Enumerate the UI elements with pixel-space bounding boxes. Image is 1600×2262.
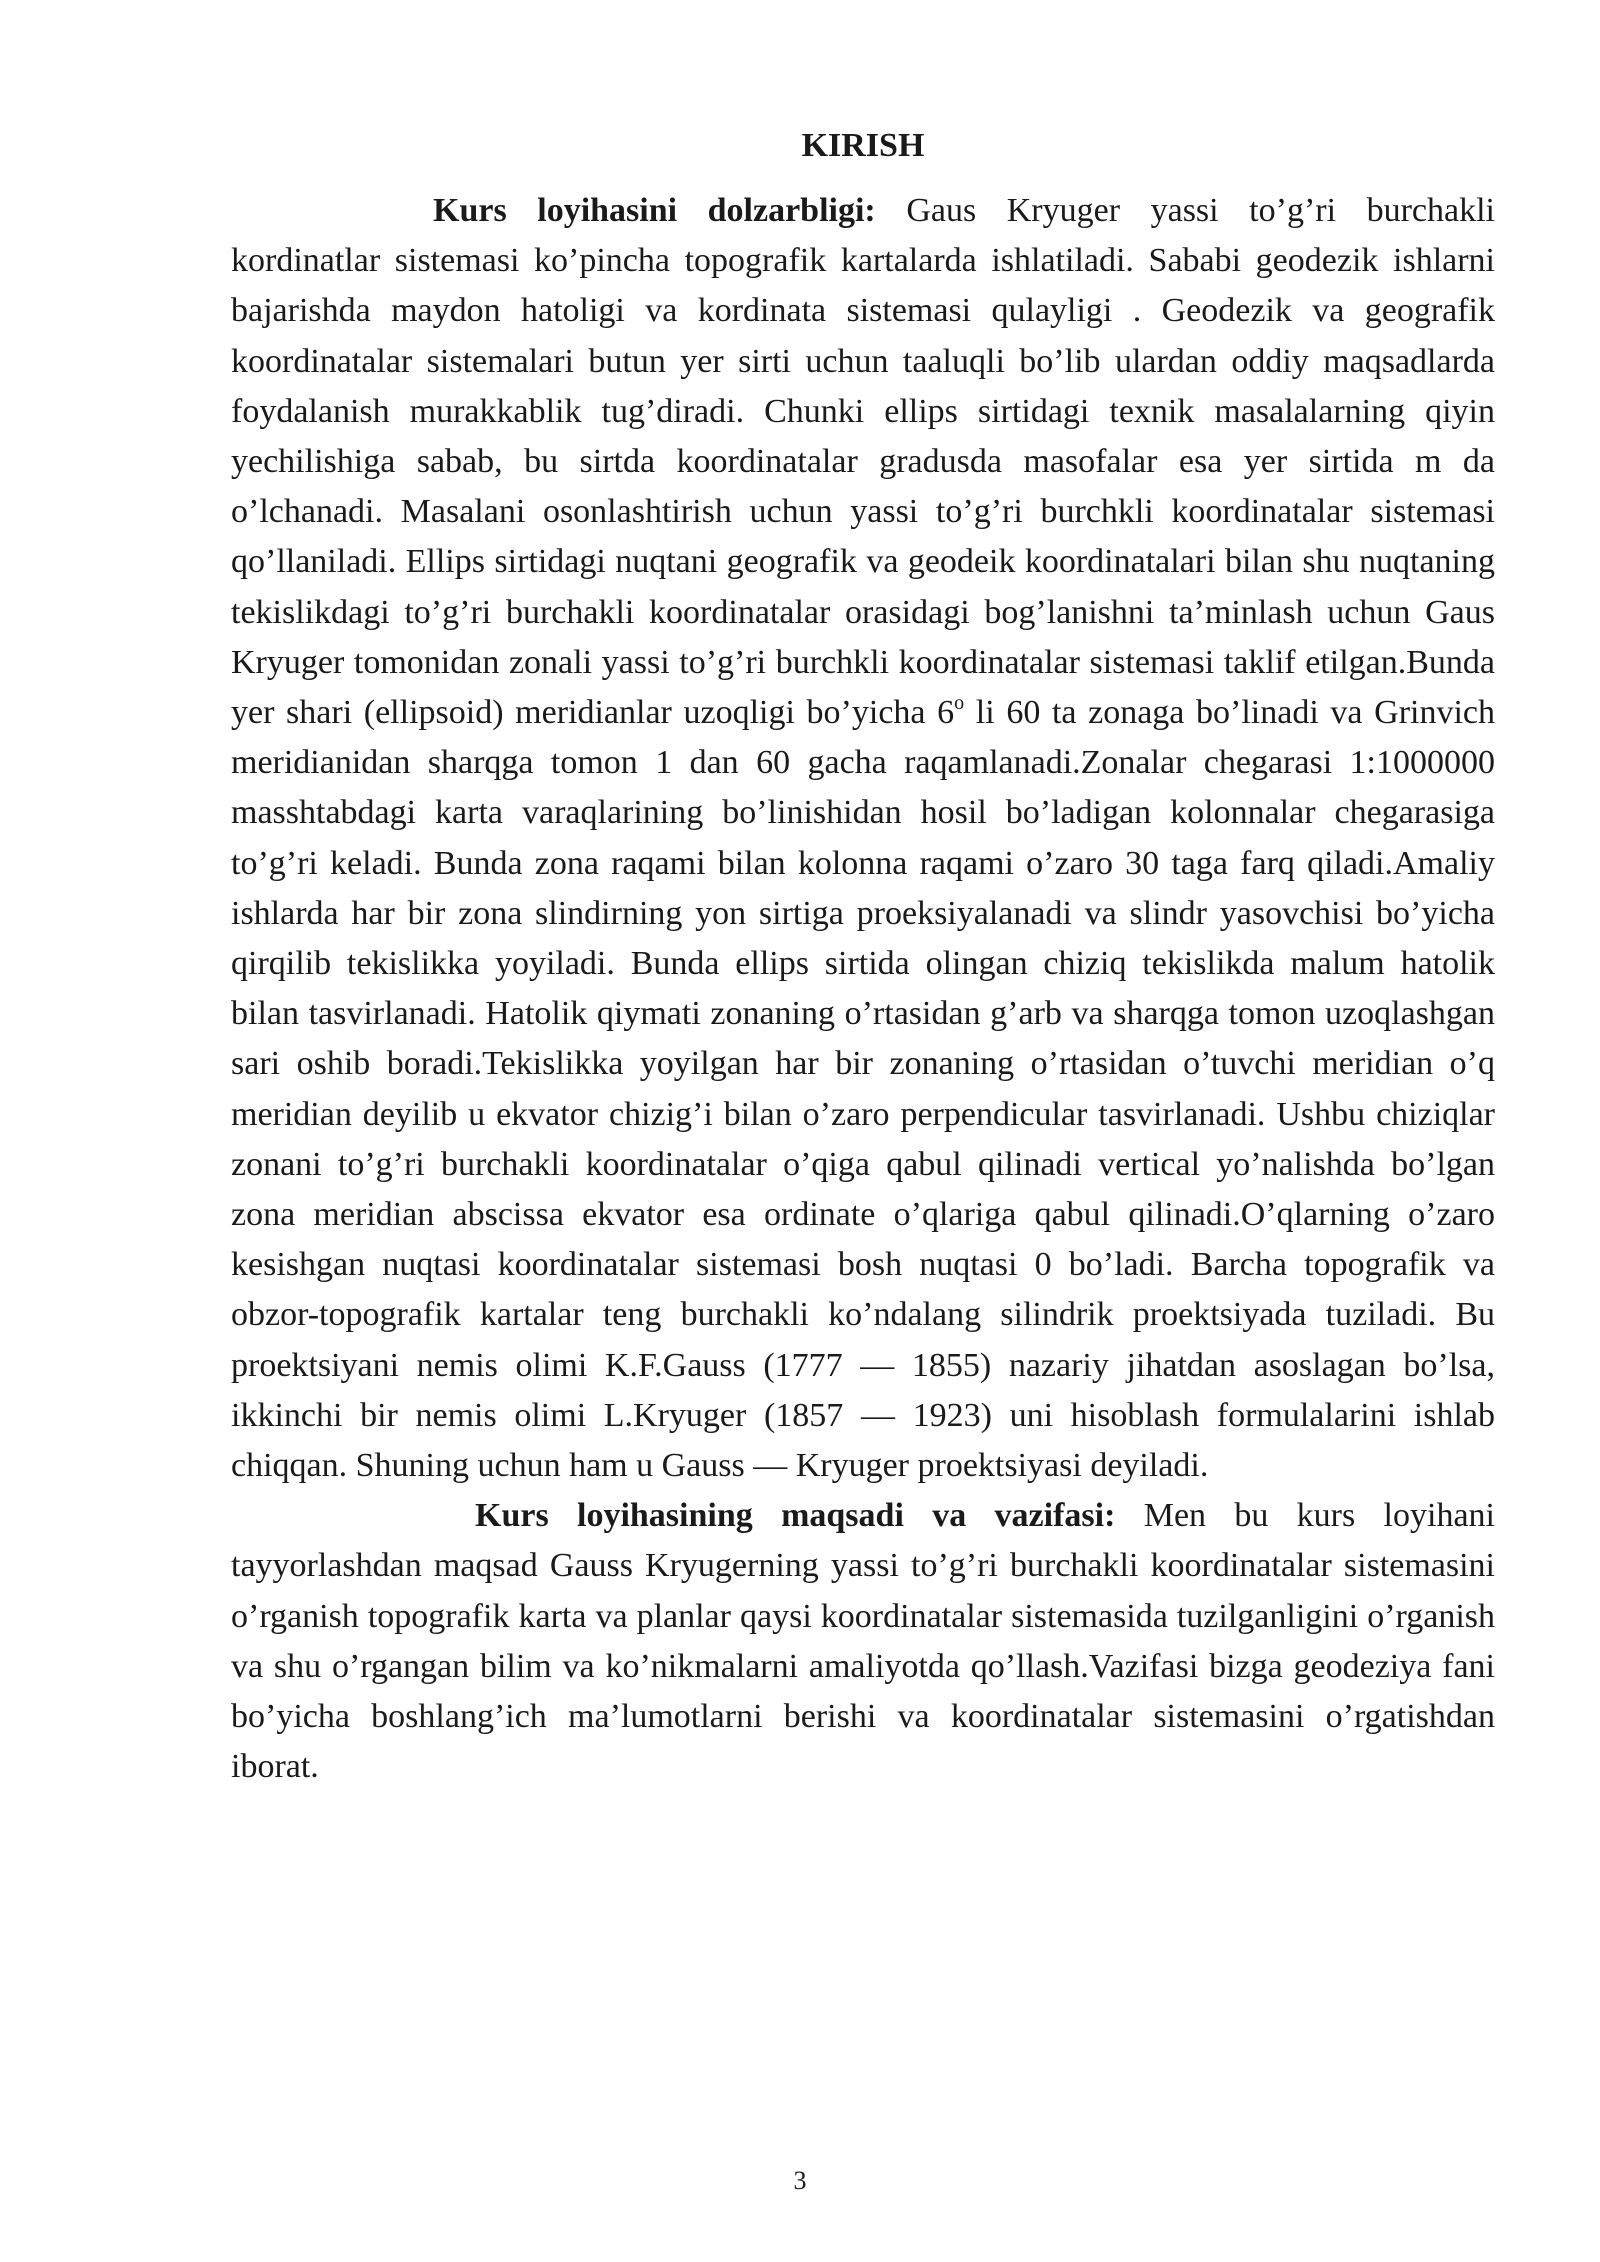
goals-lead: Kurs loyihasining maqsadi va vazifasi: <box>475 1497 1116 1535</box>
relevance-text-part2: li 60 ta zonaga bo’linadi va Grinvich meridianidan sharqga tomon 1 dan 60 gacha raqamlanadi.Zonalar chegarasi 1:1000000 masshtabdagi karta varaqlarining bo’linishidan hosil bo’ladigan kolonnalar chegarasiga to’g’ri keladi. Bunda zona raqami bilan kolonna raqami o’zaro 30 taga farq qiladi.Amaliy ishlarda har bir zona slindirning yon sirtiga proeksiyalanadi va slindr yasovchisi bo’yicha qirqilib tekislikka yoyiladi. Bunda ellips sirtida olingan chiziq tekislikda malum hatolik bilan tasvirlanadi. Hatolik qiymati zonaning o’rtasidan g’arb va sharqga tomon uzoqlashgan sari oshib boradi.Tekislikka yoyilgan har bir zonaning o’rtasidan o’tuvchi meridian o’q meridian deyilib u ekvator chizig’i bilan o’zaro perpendicular tasvirlanadi. Ushbu chiziqlar zonani to’g’ri burchakli koordinatalar o’qiga qabul qilinadi vertical yo’nalishda bo’lgan zona meridian abscissa ekvator esa ordinate o’qlariga qabul qilinadi.O’qlarning o’zaro kesishgan nuqtasi koordinatalar sistemasi bosh nuqtasi 0 bo’ladi. Barcha topografik va obzor-topografik kartalar teng burchakli ko’ndalang silindrik proektsiyada tuziladi. Bu proektsiyani nemis olimi K.F.Gauss (1777 — 1855) nazariy jihatdan asoslagan bo’lsa, ikkinchi bir nemis olimi L.Kryuger (1857 — 1923) uni hisoblash formulalarini ishlab chiqqan. Shuning uchun ham u Gauss — Kryuger proektsiyasi deyiladi. <box>231 694 1496 1485</box>
goals-text: Men bu kurs loyihani tayyorlashdan maqsad Gauss Kryugerning yassi to’g’ri burchakli koordinatalar sistemasini o’rganish topografik karta va planlar qaysi koordinatalar sistemasida tuzilganligini o’rganish va shu o’rgangan bilim va ko’nikmalarni amaliyotda qo’llash.Vazifasi bizga geodeziya fani bo’yicha boshlang’ich ma’lumotlarni berishi va koordinatalar sistemasini o’rgatishdan iborat. <box>231 1497 1495 1786</box>
paragraph-goals <box>231 1491 1495 1792</box>
page-heading: KIRISH <box>801 127 925 164</box>
document-page <box>231 124 1495 1793</box>
relevance-text-part1: Gaus Kryuger yassi to’g’ri burchakli kordinatlar sistemasi ko’pincha topografik kartalarda ishlatiladi. Sababi geodezik ishlarni bajarishda maydon hatoligi va kordinata sistemasi qulayligi . Geodezik va geografik koordinatalar sistemalari butun yer sirti uchun taaluqli bo’lib ulardan oddiy maqsadlarda foydalanish murakkablik tug’diradi. Chunki ellips sirtidagi texnik masalalarning qiyin yechilishiga sabab, bu sirtda koordinatalar gradusda masofalar esa yer sirtida m da o’lchanadi. Masalani osonlashtirish uchun yassi to’g’ri burchkli koordinatalar sistemasi qo’llaniladi. Ellips sirtidagi nuqtani geografik va geodeik koordinatalari bilan shu nuqtaning tekislikdagi to’g’ri burchakli koordinatalar orasidagi bog’lanishni ta’minlash uchun Gaus Kryuger tomonidan zonali yassi to’g’ri burchkli koordinatalar sistemasi taklif etilgan.Bunda yer shari (ellipsoid) meridianlar uzoqligi bo’yicha 6 <box>231 192 1495 732</box>
paragraph-relevance <box>231 186 1495 1491</box>
relevance-lead: Kurs loyihasini dolzarbligi: <box>433 192 876 229</box>
degree-superscript: o <box>954 692 965 715</box>
page-number: 3 <box>793 2166 807 2195</box>
